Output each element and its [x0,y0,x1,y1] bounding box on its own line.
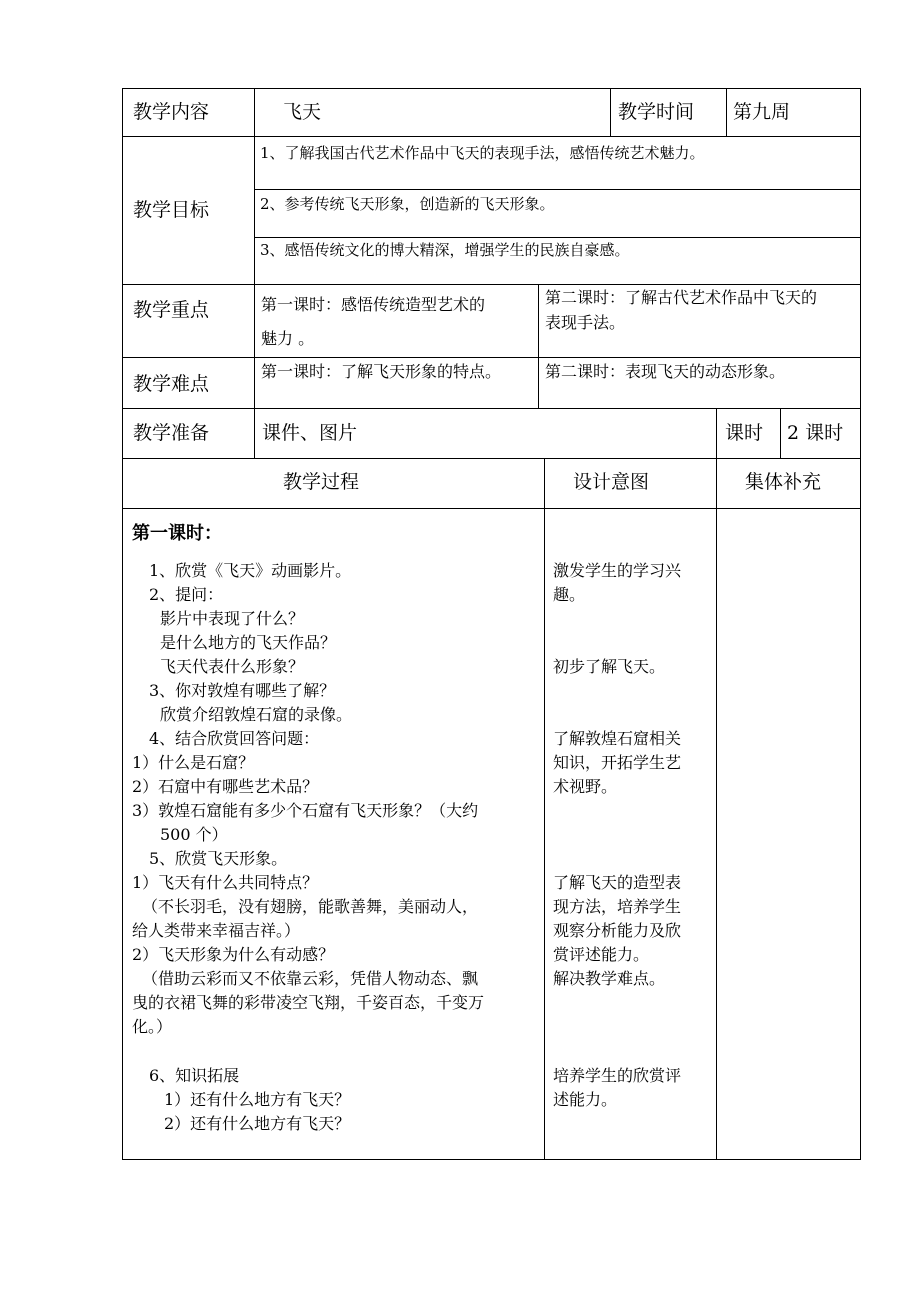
grid-line [122,284,861,285]
process-line: 2）飞天形象为什么有动感？ [132,945,335,964]
grid-line [122,458,861,459]
intent-line: 术视野。 [553,777,618,796]
process-line: 3）敦煌石窟能有多少个石窟有飞天形象？（大约 [132,801,479,820]
key-point-second-line: 表现手法。 [545,313,626,332]
grid-line [716,408,717,1160]
intent-header: 设计意图 [573,471,650,493]
process-line: 曳的衣裙飞舞的彩带凌空飞翔，千姿百态，千变万 [132,993,485,1012]
grid-line [122,357,861,358]
supplement-header: 集体补充 [745,471,822,493]
grid-line [254,237,861,238]
intent-line: 培养学生的欣赏评 [553,1066,682,1085]
lesson-title: 第一课时： [132,523,222,544]
key-point-second-line: 第二课时：了解古代艺术作品中飞天的 [545,288,818,307]
key-points-label: 教学重点 [133,299,210,321]
difficulties-label: 教学难点 [133,373,210,395]
process-line: 是什么地方的飞天作品？ [160,633,337,652]
grid-line [544,458,545,1160]
intent-line: 激发学生的学习兴 [553,561,682,580]
grid-line [122,1159,861,1160]
grid-line [122,88,861,89]
content-value: 飞天 [283,101,322,123]
intent-line: 知识，开拓学生艺 [553,753,682,772]
process-line: （不长羽毛，没有翅膀，能歌善舞，美丽动人， [142,897,479,916]
process-line: 5、欣赏飞天形象。 [149,849,288,868]
process-line: 4、结合欣赏回答问题： [149,729,320,748]
hours-value: 2 课时 [787,422,844,444]
objective-item: 1、了解我国古代艺术作品中飞天的表现手法，感悟传统艺术魅力。 [260,144,705,162]
intent-line: 趣。 [553,585,586,604]
intent-line: 初步了解飞天。 [553,657,666,676]
content-label: 教学内容 [133,101,210,123]
intent-line: 述能力。 [553,1090,618,1109]
objective-item: 3、感悟传统文化的博大精深，增强学生的民族自豪感。 [260,241,630,259]
time-label: 教学时间 [618,101,695,123]
preparation-label: 教学准备 [133,422,210,444]
key-point-first-line: 第一课时：感悟传统造型艺术的 [261,295,486,314]
difficulty-first: 第一课时：了解飞天形象的特点。 [261,362,502,381]
process-header: 教学过程 [283,471,360,493]
grid-line [860,88,861,1160]
intent-line: 赏评述能力。 [553,945,650,964]
process-line: 1）什么是石窟？ [132,753,255,772]
process-line: 2、提问： [149,585,224,604]
intent-line: 了解敦煌石窟相关 [553,729,682,748]
intent-line: 观察分析能力及欣 [553,921,682,940]
grid-line [254,88,255,459]
process-line: 1）还有什么地方有飞天？ [164,1090,351,1109]
time-value: 第九周 [733,101,791,123]
process-line: 影片中表现了什么？ [160,609,305,628]
difficulty-second: 第二课时：表现飞天的动态形象。 [545,362,786,381]
intent-line: 解决教学难点。 [553,969,666,988]
process-line: 2）石窟中有哪些艺术品？ [132,777,319,796]
grid-line [610,88,611,137]
objectives-label: 教学目标 [133,199,210,221]
process-line: 500 个） [160,825,228,844]
process-line: 2）还有什么地方有飞天？ [164,1114,351,1133]
grid-line [122,88,123,1160]
process-line: 飞天代表什么形象？ [160,657,305,676]
hours-label: 课时 [725,422,764,444]
intent-line: 现方法，培养学生 [553,897,682,916]
process-line: 1、欣赏《飞天》动画影片。 [149,561,352,580]
objective-item: 2、参考传统飞天形象，创造新的飞天形象。 [260,195,555,213]
grid-line [780,408,781,459]
grid-line [254,189,861,190]
grid-line [122,408,861,409]
key-point-first-line: 魅力 。 [261,329,315,348]
process-line: 化。） [132,1017,173,1036]
intent-line: 了解飞天的造型表 [553,873,682,892]
process-line: 1）飞天有什么共同特点？ [132,873,319,892]
grid-line [122,136,861,137]
grid-line [122,508,861,509]
process-line: （借助云彩而又不依靠云彩，凭借人物动态、飘 [142,969,479,988]
process-line: 欣赏介绍敦煌石窟的录像。 [160,705,353,724]
grid-line [538,284,539,409]
process-line: 3、你对敦煌有哪些了解？ [149,681,336,700]
process-line: 给人类带来幸福吉祥。） [132,921,301,940]
process-line: 6、知识拓展 [149,1066,240,1085]
preparation-value: 课件、图片 [262,422,358,444]
grid-line [726,88,727,137]
